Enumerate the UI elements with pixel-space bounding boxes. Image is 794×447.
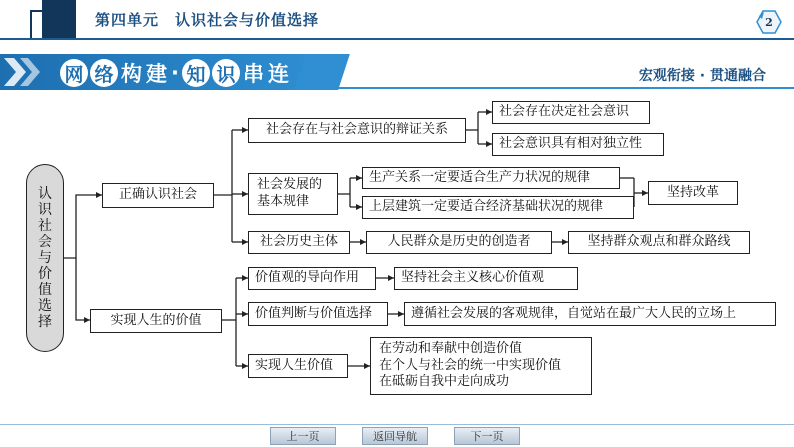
node-realize-2: 在个人与社会的统一中实现价值 — [379, 357, 562, 373]
unit-title: 第四单元 认识社会与价值选择 — [95, 11, 320, 29]
banner-char: 串 — [242, 62, 264, 86]
root-char: 与 — [38, 250, 52, 266]
banner-subtitle: 宏观衔接 · 贯通融合 — [638, 68, 766, 84]
root-char: 价 — [38, 266, 52, 282]
node-relation-1: 社会存在决定社会意识 — [492, 101, 650, 124]
node-law-1: 生产关系一定要适合生产力状况的规律 — [362, 167, 620, 189]
root-char: 择 — [38, 314, 52, 330]
banner-char: 构 — [121, 62, 142, 86]
node-subject: 社会历史主体 — [248, 231, 350, 254]
banner-char: 识 — [212, 59, 240, 87]
root-char: 选 — [38, 298, 52, 314]
back-to-nav-button[interactable]: 返回导航 — [362, 427, 428, 445]
banner-char: 络 — [90, 59, 118, 87]
nav-divider — [0, 424, 794, 425]
root-char: 会 — [38, 234, 52, 250]
node-judge-1: 遵循社会发展的客观规律，自觉站在最广大人民的立场上 — [404, 302, 776, 326]
node-basic-law-line1: 社会发展的 — [257, 177, 323, 193]
node-relation-2: 社会意识具有相对独立性 — [492, 133, 664, 156]
bottom-nav — [0, 424, 794, 447]
node-judge: 价值判断与价值选择 — [248, 302, 388, 326]
banner-char: 连 — [267, 62, 289, 86]
page-number: 2 — [765, 16, 773, 29]
node-subject-1: 人民群众是历史的创造者 — [366, 231, 552, 254]
node-basic-law-line2: 基本规律 — [257, 194, 310, 209]
root-char: 识 — [38, 202, 52, 218]
banner-char: 建 — [146, 62, 167, 86]
node-realize-list — [370, 337, 592, 395]
prev-page-button[interactable]: 上一页 — [270, 427, 336, 445]
node-subject-2: 坚持群众观点和群众路线 — [568, 231, 750, 254]
node-guide-1: 坚持社会主义核心价值观 — [394, 267, 578, 290]
node-law-2: 上层建筑一定要适合经济基础状况的规律 — [362, 196, 634, 219]
node-guide: 价值观的导向作用 — [248, 267, 376, 290]
branch-realize-value: 实现人生的价值 — [90, 309, 222, 333]
next-page-button[interactable]: 下一页 — [454, 427, 520, 445]
banner-char: 网 — [60, 59, 88, 87]
branch-understand-society: 正确认识社会 — [102, 183, 214, 208]
node-realize-3: 在砥砺自我中走向成功 — [379, 374, 510, 390]
node-basic-law — [248, 173, 338, 215]
root-char: 社 — [38, 218, 52, 234]
node-relation: 社会存在与社会意识的辩证关系 — [248, 118, 466, 143]
banner-char: 知 — [182, 59, 210, 87]
node-reform: 坚持改革 — [648, 181, 738, 205]
root-char: 值 — [38, 282, 52, 298]
banner-char: · — [171, 61, 179, 85]
node-realize: 实现人生价值 — [248, 354, 348, 378]
mindmap-root — [26, 164, 64, 352]
root-char: 认 — [38, 186, 52, 202]
node-realize-1: 在劳动和奉献中创造价值 — [379, 340, 523, 356]
